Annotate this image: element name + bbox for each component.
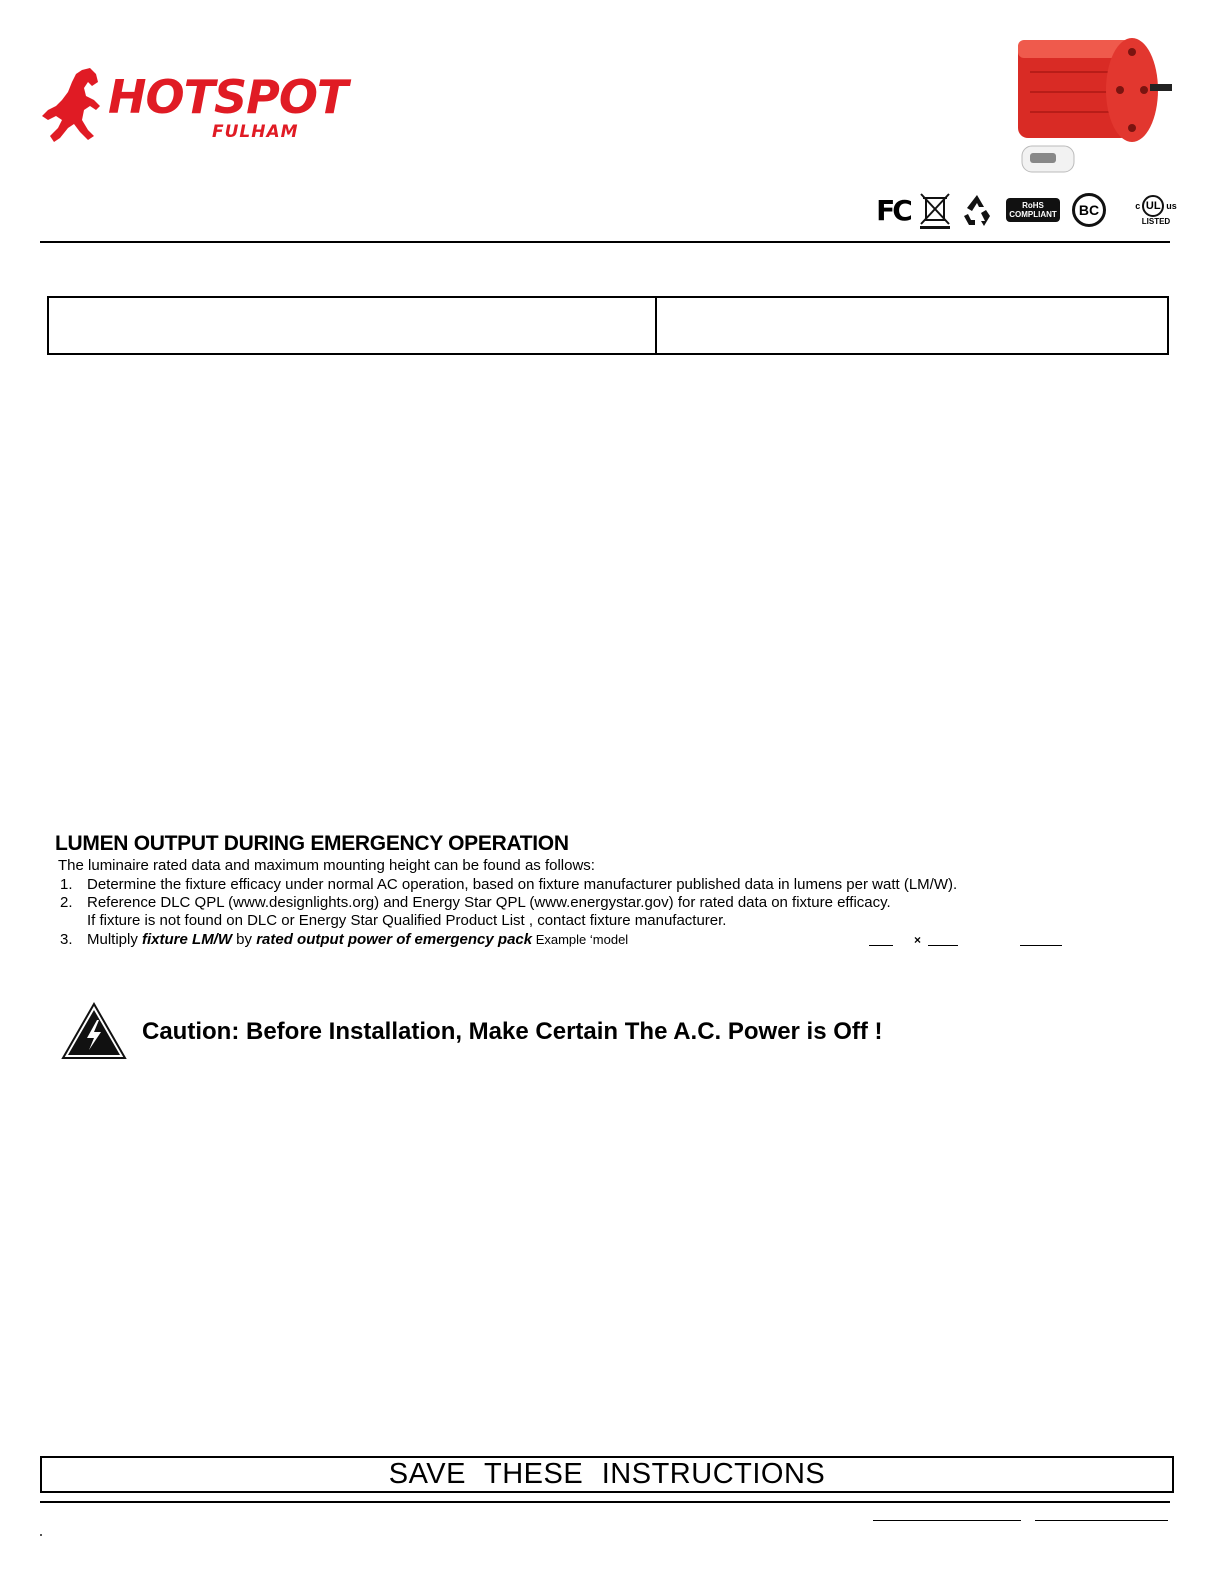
info-box-left xyxy=(49,298,657,353)
step-3-example: Example ‘model xyxy=(532,932,629,947)
logo-subtext: FULHAM xyxy=(212,122,299,142)
high-voltage-warning-icon xyxy=(61,1002,127,1060)
step-3-bold-b: rated output power of emergency pack xyxy=(256,931,533,948)
brand-logo xyxy=(38,66,348,146)
step-2-note: If fixture is not found on DLC or Energy Star Qualified Product List , contact fixture manufacturer. xyxy=(87,912,727,929)
step-number: 3. xyxy=(60,931,73,948)
info-box xyxy=(47,296,1169,355)
footer-line xyxy=(873,1520,1021,1521)
caution-text: Caution: Before Installation, Make Certain The A.C. Power is Off ! xyxy=(142,1018,883,1045)
rohs-line2: COMPLIANT xyxy=(1009,210,1057,219)
step-3-text-a: Multiply xyxy=(87,931,143,948)
multiply-sign: × xyxy=(914,933,922,947)
section-intro: The luminaire rated data and maximum mounting height can be found as follows: xyxy=(58,857,595,874)
save-instructions-box xyxy=(40,1456,1174,1493)
ul-listed-logo xyxy=(1130,190,1182,230)
ul-icon: UL xyxy=(1142,195,1164,217)
ul-c: c xyxy=(1135,200,1141,211)
rohs-badge xyxy=(1006,198,1060,222)
blank-field xyxy=(1020,945,1062,946)
weee-bin-icon xyxy=(916,190,954,230)
blank-field xyxy=(869,945,893,946)
fcc-logo: FC xyxy=(876,193,910,227)
info-box-right xyxy=(657,298,1167,353)
footer-line xyxy=(1035,1520,1168,1521)
section-title: LUMEN OUTPUT DURING EMERGENCY OPERATION xyxy=(55,832,569,855)
save-instructions-text: SAVE THESE INSTRUCTIONS xyxy=(388,1458,826,1490)
step-3-bold-a: fixture LM/W xyxy=(142,931,233,948)
step-text xyxy=(87,931,628,948)
recycle-icon xyxy=(958,190,996,230)
step-1 xyxy=(60,876,1160,894)
step-number: 2. xyxy=(60,894,73,911)
step-text: Reference DLC QPL (www.designlights.org) and Energy Star QPL (www.energystar.gov) for rated data on fixture efficacy. xyxy=(87,894,891,911)
horse-icon xyxy=(38,66,108,146)
step-3-text-b: by xyxy=(232,931,257,948)
footer-divider xyxy=(40,1501,1170,1503)
ul-listed: LISTED xyxy=(1141,216,1171,226)
step-3 xyxy=(60,931,860,949)
ul-us: us xyxy=(1166,200,1177,211)
step-2 xyxy=(60,894,1160,912)
product-image xyxy=(1010,22,1180,182)
step-text: Determine the fixture efficacy under normal AC operation, based on fixture manufacturer published data in lumens per watt (LM/W). xyxy=(87,876,958,893)
blank-field xyxy=(928,945,958,946)
step-number: 1. xyxy=(60,876,73,893)
rohs-line1: RoHS xyxy=(1022,201,1044,210)
header-divider xyxy=(40,241,1170,243)
logo-wordmark: HOTSPOT xyxy=(108,70,348,124)
certification-logos xyxy=(872,190,1182,238)
bc-logo: BC xyxy=(1072,193,1106,227)
footer-mark xyxy=(40,1534,42,1536)
